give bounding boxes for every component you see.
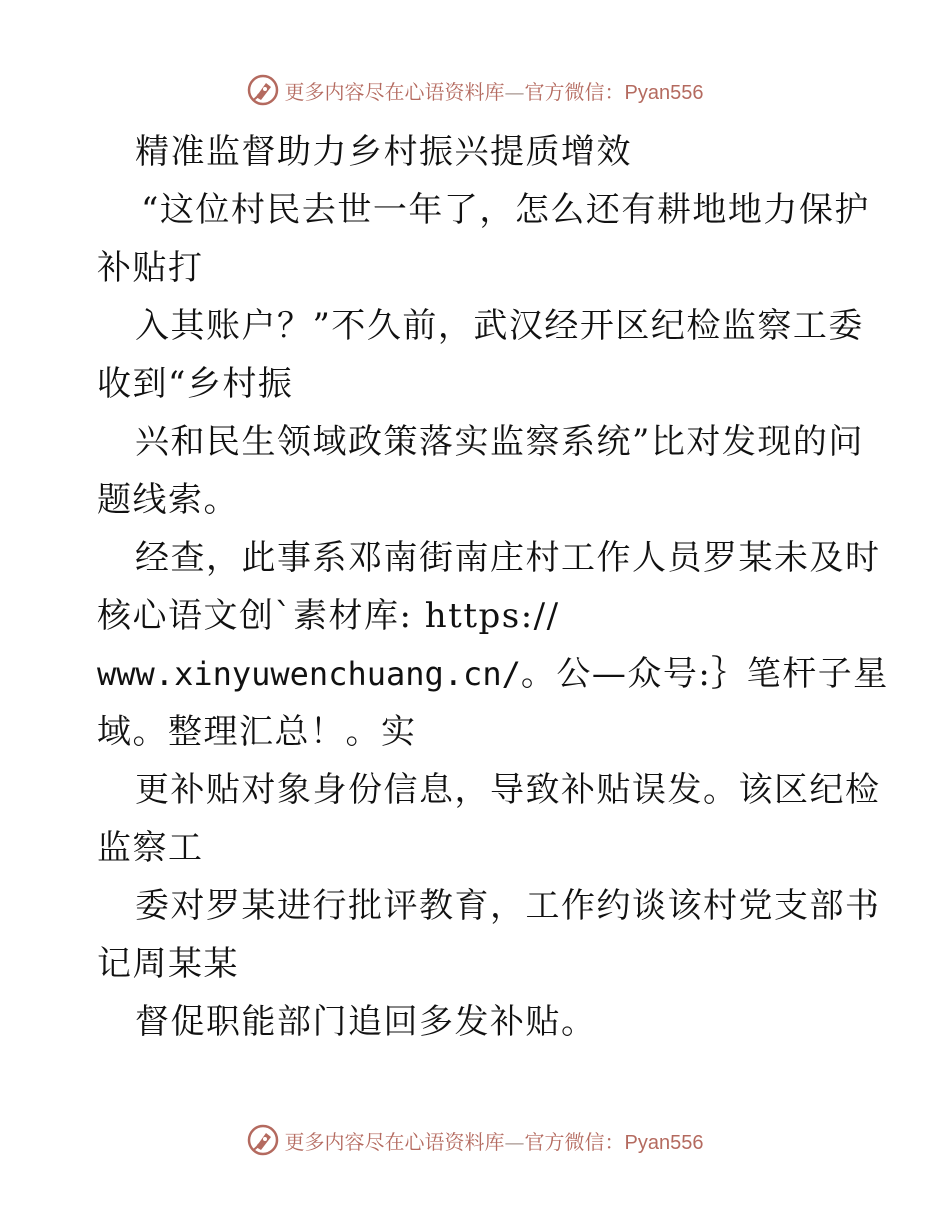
watermark-separator: — (504, 79, 525, 104)
watermark-main: 更多内容尽在心语资料库 (284, 1129, 505, 1154)
paragraph-line: 核心语文创`素材库: https:// (97, 596, 560, 636)
paragraph-line: 题线索。 (97, 480, 239, 520)
paragraph-line (97, 645, 889, 703)
paragraph-line: “这位村民去世一年了，怎么还有耕地地力保护 (141, 190, 870, 230)
paragraph-line: 记周某某 (97, 944, 239, 984)
watermark-official: 官方微信： (524, 1129, 625, 1154)
watermark-separator: — (504, 1129, 525, 1154)
watermark-text (285, 1126, 704, 1155)
paragraph-line: 补贴打 (97, 248, 204, 288)
watermark-id: Pyan556 (624, 1131, 704, 1154)
footer-watermark (0, 1120, 950, 1160)
pen-nib-circle-icon (247, 74, 279, 106)
paragraph-line: 更补贴对象身份信息，导致补贴误发。该区纪检 (135, 770, 881, 810)
url-trailing-text: 。公—众号:｝笔杆子星 (520, 654, 889, 694)
paragraph-line: 域。整理汇总！。实 (97, 712, 417, 752)
watermark-official: 官方微信： (524, 79, 625, 104)
paragraph-line: 入其账户？”不久前，武汉经开区纪检监察工委 (135, 306, 864, 346)
document-title: 精准监督助力乡村振兴提质增效 (135, 132, 632, 172)
pen-nib-circle-icon (247, 1124, 279, 1156)
paragraph-line: 收到“乡村振 (97, 364, 294, 404)
watermark-main: 更多内容尽在心语资料库 (284, 79, 505, 104)
watermark-id: Pyan556 (624, 81, 704, 104)
watermark-text (285, 76, 704, 105)
paragraph-line: 委对罗某进行批评教育，工作约谈该村党支部书 (135, 886, 881, 926)
paragraph-line: 督促职能部门追回多发补贴。 (135, 1002, 597, 1042)
paragraph-line: 经查，此事系邓南街南庄村工作人员罗某未及时 (135, 538, 881, 578)
paragraph-line: 监察工 (97, 828, 204, 868)
header-watermark (0, 70, 950, 110)
document-body (97, 123, 889, 1051)
paragraph-line: 兴和民生领域政策落实监察系统”比对发现的问 (135, 422, 864, 462)
url-text: www.xinyuwenchuang.cn/ (97, 655, 521, 693)
